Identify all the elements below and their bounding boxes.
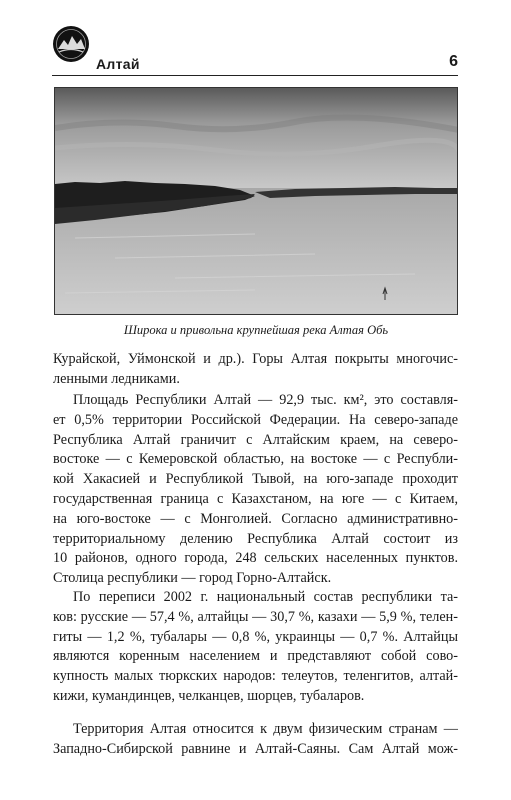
text-line: купность малых тюркских народов: телеутов, теленгитов, алтай- — [53, 668, 458, 685]
text-line: являются коренным населением и представляют собой сово- — [53, 648, 458, 665]
text-line: Республика Алтай граничит с Алтайским краем, на северо- — [53, 431, 458, 448]
text-line: ков: русские — 57,4 %, алтайцы — 30,7 %, казахи — 5,9 %, телен- — [53, 608, 458, 625]
text-line: Столица республики — город Горно-Алтайск. — [53, 570, 332, 587]
text-line: Курайской, Уймонской и др.). Горы Алтая покрыты многочис- — [53, 351, 458, 367]
text-line: на юго-востоке — с Монголией. Согласно административно- — [53, 510, 458, 527]
text-line: кой Хакасией и Республикой Тывой, на юго-западе проходит — [53, 471, 458, 488]
text-line: ленными ледниками. — [53, 370, 180, 387]
text-line: Площадь Республики Алтай — 92,9 тыс. км², это составля- — [73, 392, 458, 408]
river-photo — [54, 87, 458, 315]
text-line: 10 районов, одного города, 248 сельских населенных пунктов. — [53, 550, 458, 567]
text-line: ет 0,5% территории Российской Федерации. На северо-западе — [53, 411, 458, 428]
paragraph-2 — [53, 588, 458, 707]
running-head: Алтай — [96, 56, 140, 72]
text-line: Территория Алтая относится к двум физическим странам — — [73, 721, 458, 737]
text-line: Западно-Сибирской равнине и Алтай-Саяны. Сам Алтай мож- — [53, 740, 458, 757]
page-number: 6 — [449, 53, 458, 70]
text-line: востоке — с Кемеровской областью, на востоке — с Республи- — [53, 451, 458, 468]
text-line: территориальному делению Республика Алтай состоит из — [53, 530, 458, 547]
figure-caption: Широка и привольна крупнейшая река Алтая Обь — [123, 323, 389, 337]
paragraph-3 — [53, 720, 458, 760]
text-line: По переписи 2002 г. национальный состав республики та- — [73, 589, 458, 605]
text-line: кижи, кумандинцев, челканцев, шорцев, тубаларов. — [53, 687, 365, 704]
emblem-logo — [52, 25, 90, 63]
text-line: гиты — 1,2 %, тубалары — 0,8 %, украинцы — 0,7 %. Алтайцы — [53, 628, 458, 645]
text-line: государственная граница с Казахстаном, на юге — с Китаем, — [53, 490, 458, 507]
header-divider — [52, 75, 458, 76]
paragraph-1 — [53, 391, 458, 589]
paragraph-0 — [53, 350, 458, 390]
